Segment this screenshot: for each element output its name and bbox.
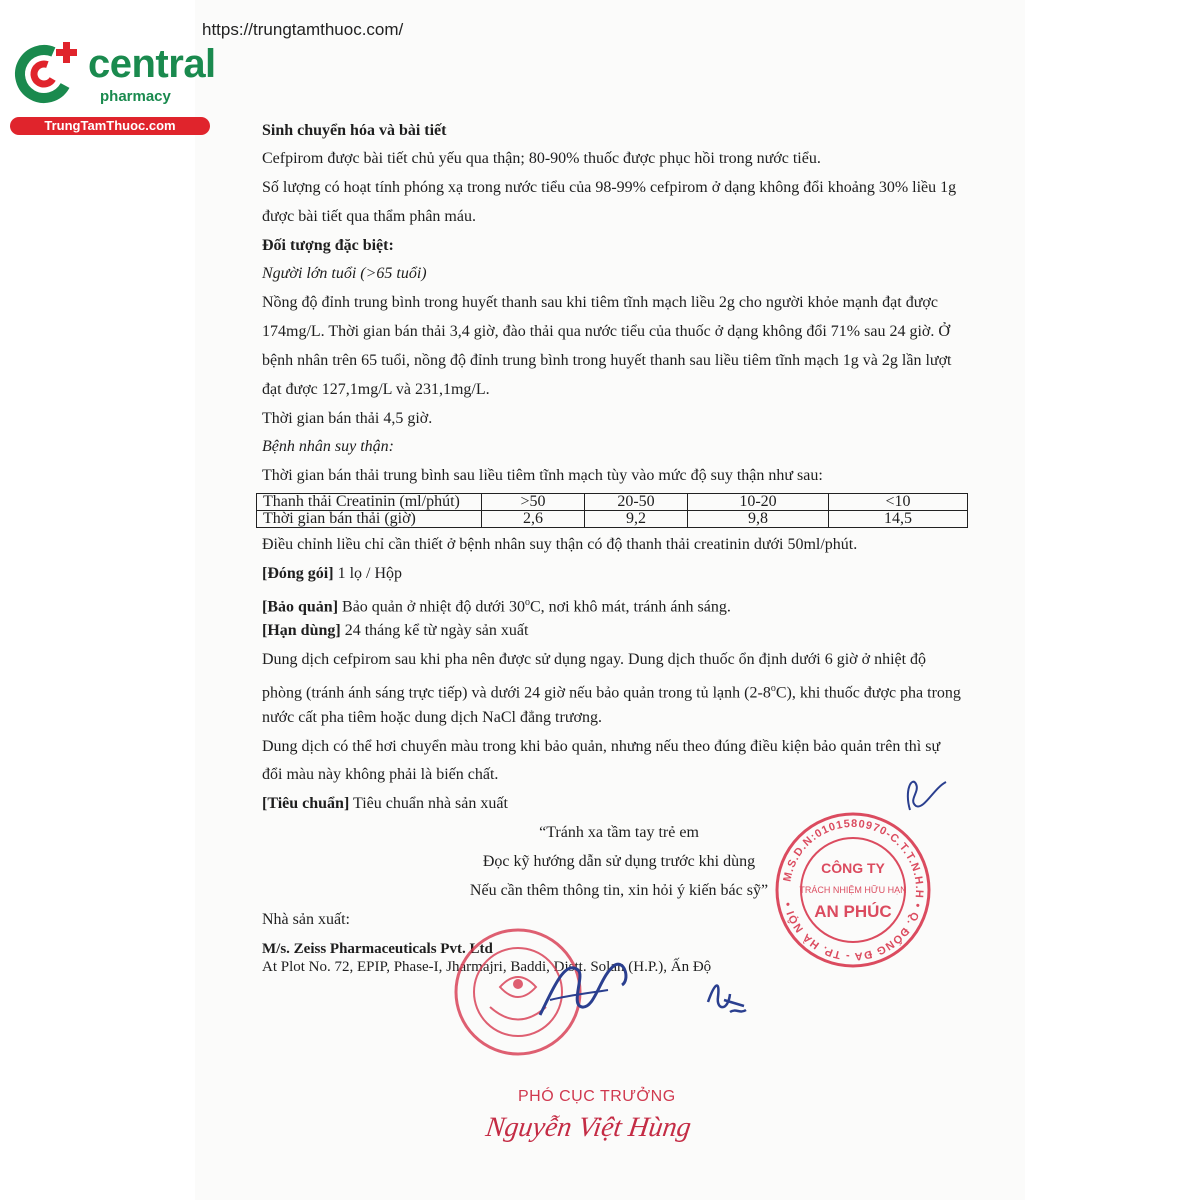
table-row [257,511,968,528]
paragraph-line [262,679,961,703]
warning-line: Đọc kỹ hướng dẫn sử dụng trước khi dùng [482,853,756,870]
paragraph-line: được bài tiết qua thẩm phân máu. [262,208,476,225]
table-cell: Thanh thải Creatinin (ml/phút) [257,494,482,511]
warning-line: “Tránh xa tầm tay trẻ em [539,824,699,841]
company-stamp-ring-text: M.S.D.N:0101580970-C.T.T.N.H.H • Q. ĐỐNG ĐA - TP. HÀ NỘI • [781,817,926,963]
manufacturer-name: M/s. Zeiss Pharmaceuticals Pvt. Ltd [262,941,493,957]
company-stamp-line1: CÔNG TY [821,860,885,876]
table-row [257,494,968,511]
paragraph-line: Số lượng có hoạt tính phóng xạ trong nước tiểu của 98-99% cefpirom ở dạng không đổi khoảng 30% liều 1g [262,179,957,196]
source-url[interactable]: https://trungtamthuoc.com/ [202,20,404,39]
subheading-renal: Bệnh nhân suy thận: [262,438,394,455]
paragraph-line: nước cất pha tiêm hoặc dung dịch NaCl đẳng trương. [262,709,602,726]
text-span: C), khi thuốc được pha trong [775,684,961,702]
heading-metabolism: Sinh chuyển hóa và bài tiết [262,122,447,139]
agency-signature [530,945,640,1035]
table-cell: <10 [829,494,968,511]
company-stamp-line3: AN PHÚC [814,902,892,921]
value-packaging: 1 lọ / Hộp [333,565,403,582]
central-pharmacy-logo[interactable] [10,38,216,138]
paragraph-line: Nồng độ đỉnh trung bình trong huyết thanh sau khi tiêm tĩnh mạch liều 2g cho người khỏe mạnh đạt được [262,294,938,311]
degree-sup: o [524,597,530,608]
label-expiry: [Hạn dùng] [262,622,341,639]
paragraph-line: Thời gian bán thải 4,5 giờ. [262,410,433,427]
manufacturer-label: Nhà sản xuất: [262,911,350,928]
paragraph-line: Cefpirom được bài tiết chủ yếu qua thận; 80-90% thuốc được phục hồi trong nước tiểu. [262,150,821,167]
paragraph-line: Dung dịch cefpirom sau khi pha nên được sử dụng ngay. Dung dịch thuốc ổn định dưới 6 giờ ở nhiệt độ [262,651,927,668]
table-cell: 9,8 [688,511,829,528]
table-cell: 9,2 [585,511,688,528]
table-cell: 14,5 [829,511,968,528]
table-cell: 20-50 [585,494,688,511]
standard-line [262,794,508,814]
paragraph-line: đạt được 127,1mg/L và 231,1mg/L. [262,381,490,398]
value-storage-end: C, nơi khô mát, tránh ánh sáng. [529,598,731,616]
company-signature [890,770,950,820]
initials-signature [700,972,750,1022]
logo-subtitle: pharmacy [100,88,171,105]
label-storage: [Bảo quản] [262,598,339,616]
label-standard: [Tiêu chuẩn] [262,795,350,812]
manufacturer-address: At Plot No. 72, EPIP, Phase-I, Jharmajri, Baddi, Distt. Solan (H.P.), Ấn Độ [262,959,712,975]
label-packaging: [Đóng gói] [262,565,334,582]
value-storage: Bảo quản ở nhiệt độ dưới 30 [338,598,525,616]
table-cell: 2,6 [482,511,585,528]
table-cell: >50 [482,494,585,511]
paragraph-line: đổi màu này không phải là biến chất. [262,766,499,783]
company-stamp-line2: TRÁCH NHIỆM HỮU HẠN [799,885,907,895]
logo-site-banner: TrungTamThuoc.com [10,117,210,135]
table-cell: Thời gian bán thải (giờ) [257,511,482,528]
renal-halflife-table [256,493,968,528]
pharmacy-cross-icon [10,38,88,116]
table-cell: 10-20 [688,494,829,511]
text-span: phòng (tránh ánh sáng trực tiếp) và dưới 24 giờ nếu bảo quản trong tủ lạnh (2-8 [262,684,771,702]
paragraph-line: Điều chỉnh liều chỉ cần thiết ở bệnh nhân suy thận có độ thanh thải creatinin dưới 50ml/phút. [262,536,858,553]
deputy-director-title: PHÓ CỤC TRƯỞNG [518,1088,676,1105]
heading-special-groups: Đối tượng đặc biệt: [262,237,394,254]
paragraph-line: Thời gian bán thải trung bình sau liều tiêm tĩnh mạch tùy vào mức độ suy thận như sau: [262,467,823,484]
subheading-elderly: Người lớn tuổi (>65 tuổi) [262,265,427,282]
logo-wordmark: central [88,42,216,86]
company-seal-stamp [768,805,938,975]
value-standard: Tiêu chuẩn nhà sản xuất [349,795,508,812]
degree-sup: o [770,683,776,694]
deputy-director-name: Nguyễn Việt Hùng [483,1112,694,1143]
paragraph-line: bệnh nhân trên 65 tuổi, nồng độ đỉnh trung bình trong huyết thanh sau liều tiêm tĩnh mạch 1g và 2g lần lượt [262,352,952,369]
storage-line [262,593,731,617]
packaging-line [262,564,402,584]
warning-line: Nếu cần thêm thông tin, xin hỏi ý kiến bác sỹ” [469,882,769,899]
paragraph-line: Dung dịch có thể hơi chuyển màu trong khi bảo quản, nhưng nếu theo đúng điều kiện bảo quản trên thì sự [262,738,941,755]
paragraph-line: 174mg/L. Thời gian bán thải 3,4 giờ, đào thải qua nước tiểu của thuốc ở dạng không đổi 71% sau 24 giờ. Ở [262,323,950,340]
expiry-line [262,621,528,641]
value-expiry: 24 tháng kể từ ngày sản xuất [340,622,529,639]
